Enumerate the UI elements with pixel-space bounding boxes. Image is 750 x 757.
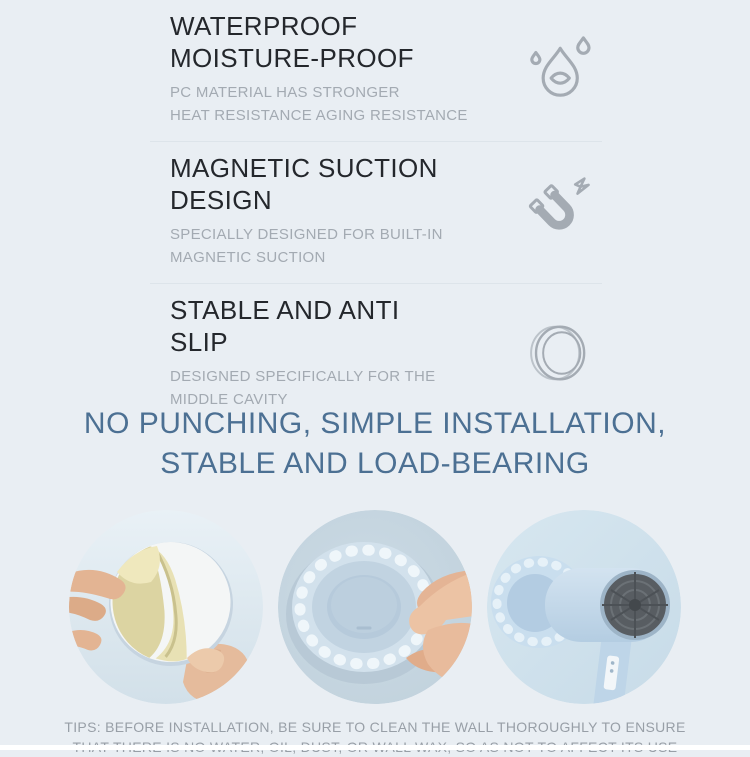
feature-desc [170,223,516,269]
feature-magnetic-text [170,152,516,269]
water-drops-icon [516,30,602,108]
feature-title-line2: DESIGN [170,185,273,215]
feature-anti-slip [150,283,602,425]
installation-steps [0,510,750,704]
feature-title-line1: WATERPROOF [170,11,358,41]
press-mount-on-wall-photo [278,510,472,704]
headline-line2: STABLE AND LOAD-BEARING [160,447,590,480]
feature-list [150,0,602,425]
headline-line1: NO PUNCHING, SIMPLE INSTALLATION, [83,407,667,440]
feature-desc-line1: SPECIALLY DESIGNED FOR BUILT-IN [170,226,443,243]
feature-magnetic [150,141,602,283]
feature-title-line2: MOISTURE-PROOF [170,43,414,73]
feature-desc [170,365,516,411]
feature-desc-line2: MIDDLE CAVITY [170,391,288,408]
feature-desc-line2: HEAT RESISTANCE AGING RESISTANCE [170,107,468,124]
feature-title-line2: SLIP [170,327,228,357]
feature-anti-slip-text [170,294,516,411]
feature-desc-line1: DESIGNED SPECIFICALLY FOR THE [170,368,436,385]
tips-line1: TIPS: BEFORE INSTALLATION, BE SURE TO CLEAN THE WALL THOROUGHLY TO ENSURE [64,719,686,735]
feature-desc-line1: PC MATERIAL HAS STRONGER [170,84,400,101]
feature-title [170,152,516,216]
feature-title-line1: STABLE AND ANTI [170,295,400,325]
feature-title [170,10,516,74]
ring-icon [516,318,602,388]
magnet-icon [516,174,602,248]
feature-desc [170,81,516,127]
feature-title [170,294,516,358]
feature-waterproof-text [170,10,516,127]
peel-adhesive-backing-photo [69,510,263,704]
hair-dryer-hung-on-mount-photo [487,510,681,704]
feature-title-line1: MAGNETIC SUCTION [170,153,438,183]
page-bottom-edge [0,745,750,750]
feature-waterproof [150,0,602,141]
feature-desc-line2: MAGNETIC SUCTION [170,249,326,266]
tips-note [0,717,750,757]
